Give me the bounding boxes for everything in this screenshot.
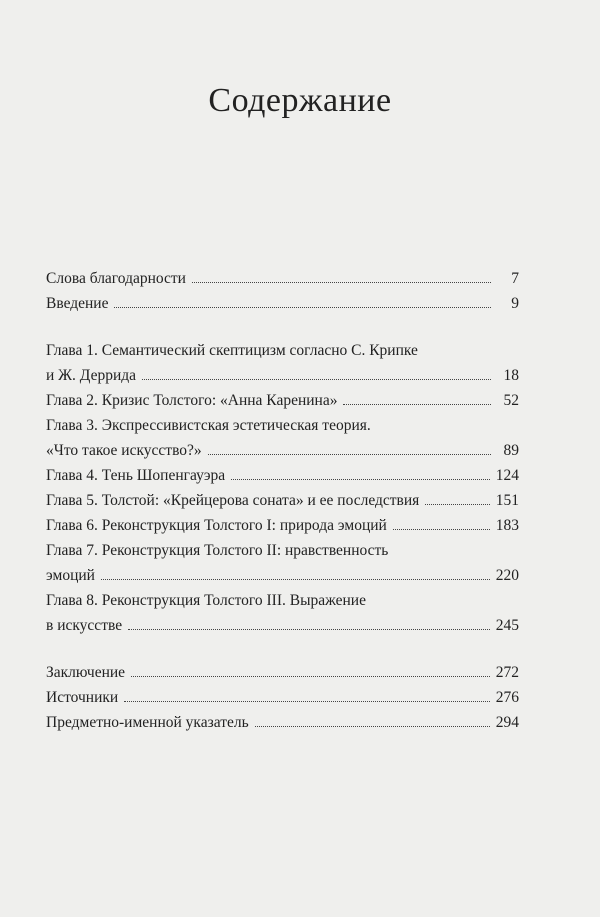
- dot-leader: [343, 404, 491, 405]
- toc-entry-sources: [46, 685, 519, 710]
- toc-entry-title-line1: Глава 7. Реконструкция Толстого II: нравственность: [46, 542, 389, 559]
- toc-entry-conclusion: [46, 660, 519, 685]
- table-of-contents: [46, 266, 519, 735]
- toc-entry-title-line1: Глава 3. Экспрессивистская эстетическая теория.: [46, 417, 371, 434]
- toc-entry-page: 272: [495, 664, 519, 681]
- toc-entry-chapter-7: [46, 538, 519, 588]
- dot-leader: [192, 282, 491, 283]
- toc-entry-acknowledgements: [46, 266, 519, 291]
- toc-entry-page: 276: [495, 689, 519, 706]
- toc-entry-title: Предметно-именной указатель: [46, 714, 249, 731]
- toc-entry-page: 151: [495, 492, 519, 509]
- toc-entry-title: Глава 2. Кризис Толстого: «Анна Каренина»: [46, 392, 338, 409]
- dot-leader: [255, 726, 490, 727]
- dot-leader: [128, 629, 490, 630]
- toc-entry-chapter-4: [46, 463, 519, 488]
- dot-leader: [142, 379, 491, 380]
- toc-entry-page: 220: [495, 567, 519, 584]
- toc-entry-title-line1: Глава 1. Семантический скептицизм согласно С. Крипке: [46, 342, 418, 359]
- toc-entry-title: Заключение: [46, 664, 126, 681]
- toc-entry-page: 183: [495, 517, 519, 534]
- toc-entry-page: 7: [511, 270, 519, 287]
- toc-entry-index: [46, 710, 519, 735]
- toc-entry-chapter-2: [46, 388, 519, 413]
- toc-entry-chapter-6: [46, 513, 519, 538]
- toc-entry-page: 9: [511, 295, 519, 312]
- toc-entry-page: 18: [503, 367, 519, 384]
- dot-leader: [101, 579, 490, 580]
- dot-leader: [208, 454, 491, 455]
- dot-leader: [131, 676, 490, 677]
- dot-leader: [231, 479, 490, 480]
- toc-entry-chapter-3: [46, 413, 519, 463]
- toc-entry-chapter-1: [46, 338, 519, 388]
- toc-entry-page: 294: [495, 714, 519, 731]
- dot-leader: [124, 701, 490, 702]
- page-title: Содержание: [208, 82, 392, 119]
- toc-entry-title: Глава 4. Тень Шопенгауэра: [46, 467, 226, 484]
- toc-entry-introduction: [46, 291, 519, 316]
- toc-entry-chapter-8: [46, 588, 519, 638]
- toc-entry-title: в искусстве: [46, 617, 123, 634]
- toc-entry-title: Источники: [46, 689, 119, 706]
- toc-entry-title-line1: Глава 8. Реконструкция Толстого III. Выражение: [46, 592, 366, 609]
- toc-entry-title: Глава 6. Реконструкция Толстого I: природа эмоций: [46, 517, 387, 534]
- dot-leader: [114, 307, 491, 308]
- toc-entry-page: 52: [503, 392, 519, 409]
- toc-entry-chapter-5: [46, 488, 519, 513]
- dot-leader: [393, 529, 490, 530]
- toc-entry-title: Глава 5. Толстой: «Крейцерова соната» и ее последствия: [46, 492, 420, 509]
- toc-entry-page: 124: [495, 467, 519, 484]
- dot-leader: [425, 504, 489, 505]
- toc-entry-page: 89: [503, 442, 519, 459]
- toc-entry-title: Слова благодарности: [46, 270, 186, 287]
- toc-entry-title: «Что такое искусство?»: [46, 442, 202, 459]
- toc-entry-title: и Ж. Деррида: [46, 367, 137, 384]
- toc-entry-page: 245: [495, 617, 519, 634]
- toc-entry-title: Введение: [46, 295, 109, 312]
- toc-entry-title: эмоций: [46, 567, 95, 584]
